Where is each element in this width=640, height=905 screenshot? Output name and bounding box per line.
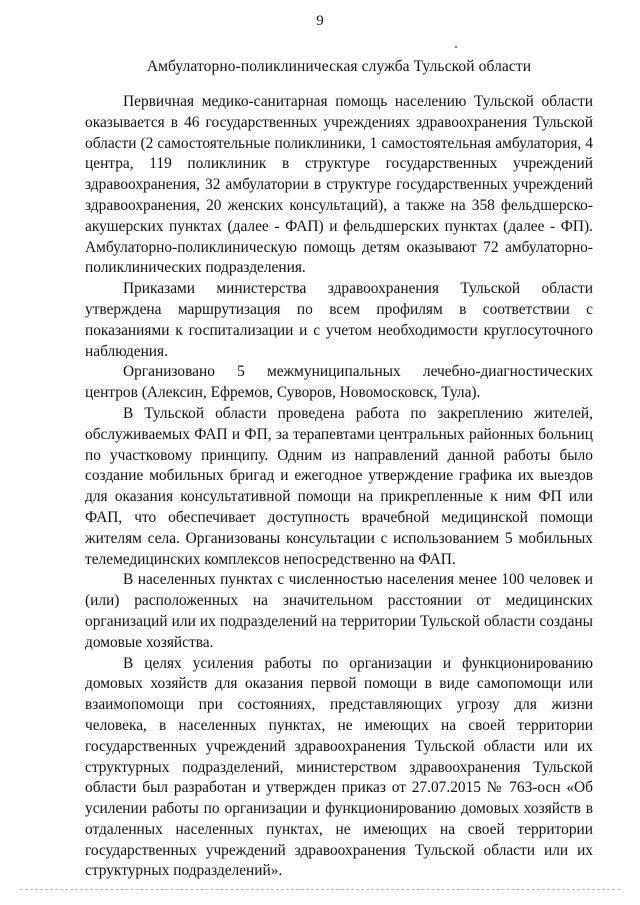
scan-speck — [455, 46, 457, 48]
footer-scan-line — [20, 889, 620, 890]
paragraph: Приказами министерства здравоохранения Тульской области утверждена маршрутизация по всем профилям в соответствии с показаниями к госпитализации и с учетом необходимости круглосуточного наблюдения. — [85, 280, 593, 360]
paragraph: В Тульской области проведена работа по закреплению жителей, обслуживаемых ФАП и ФП, за терапевтами центральных районных больниц по участковому принципу. Одним из направлений данной работы было создание мобильных бригад и ежегодное утверждение графика их выездов для оказания консультативной помощи на прикрепленные к ним ФП или ФАП, что обеспечивает доступность врачебной медицинской помощи жителям села. Организованы консультации с использованием 5 мобильных телемедицинских комплексов непосредственно на ФАП. — [85, 404, 593, 568]
page-number: 9 — [316, 13, 324, 29]
paragraph: В целях усиления работы по организации и функционированию домовых хозяйств для оказания первой помощи в виде самопомощи или взаимопомощи при состояниях, представляющих угрозу для жизни человека, в населенных пунктах, не имеющих на своей территории государственных учреждений здравоохранения Тульской области или их структурных подразделений, министерством здравоохранения Тульской области был разработан и утвержден приказ от 27.07.2015 № 763-осн «Об усилении работы по организации и функционированию домовых хозяйств в отдаленных населенных пунктах, не имеющих на своей территории государственных учреждений здравоохранения Тульской области или их структурных подразделений». — [85, 654, 593, 880]
body-text — [85, 92, 593, 882]
section-title: Амбулаторно-поликлиническая служба Тульской области — [146, 58, 532, 75]
paragraph: В населенных пунктах с численностью населения менее 100 человек и (или) расположенных на значительном расстоянии от медицинских организаций или их подразделений на территории Тульской области созданы домовые хозяйства. — [85, 571, 593, 651]
paragraph: Организовано 5 межмуниципальных лечебно-диагностических центров (Алексин, Ефремов, Суворов, Новомосковск, Тула). — [85, 363, 593, 402]
paragraph: Первичная медико-санитарная помощь населению Тульской области оказывается в 46 государственных учреждениях здравоохранения Тульской области (2 самостоятельные поликлиники, 1 самостоятельная амбулатория, 4 центра, 119 поликлиник в структуре государственных учреждений здравоохранения, 32 амбулатории в структуре государственных учреждений здравоохранения, 20 женских консультаций), а также на 358 фельдшерско-акушерских пунктах (далее - ФАП) и фельдшерских пунктах (далее - ФП). Амбулаторно-поликлиническую помощь детям оказывают 72 амбулаторно-поликлинических подразделения. — [85, 93, 593, 277]
